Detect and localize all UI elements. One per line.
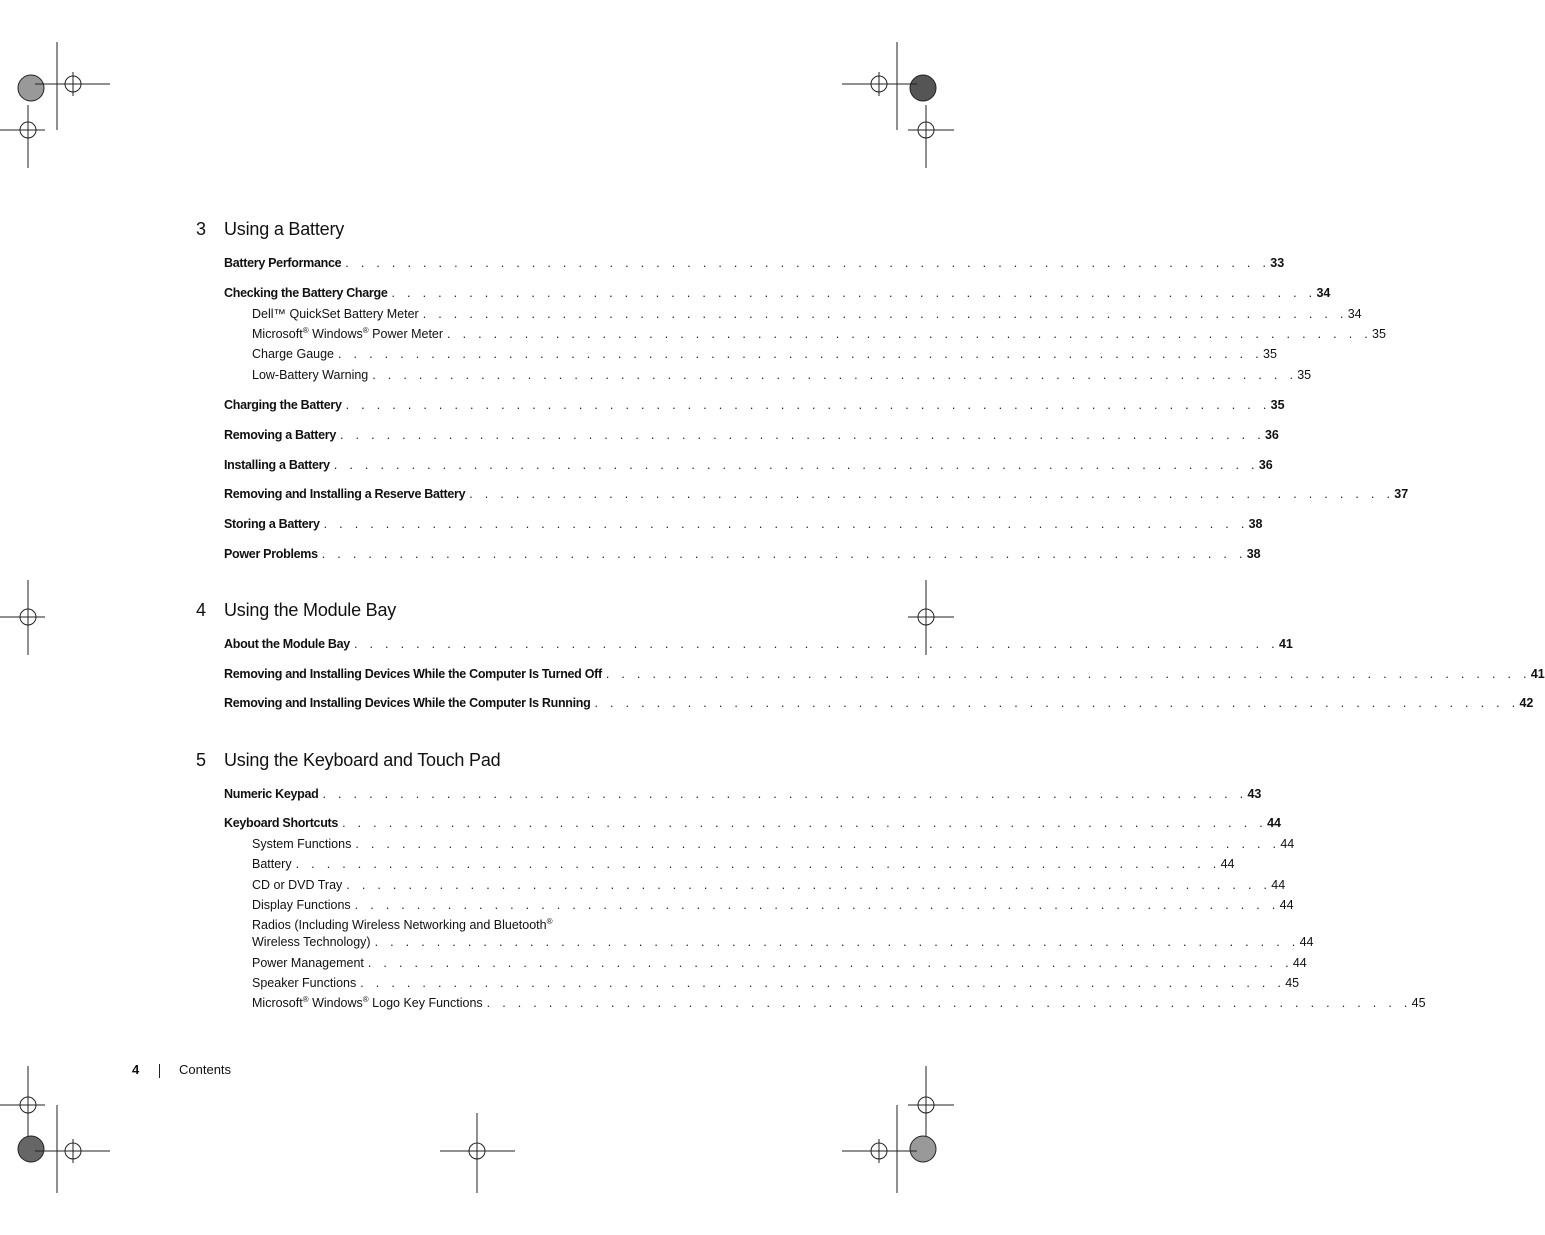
toc-entry-page: 33 [1270,256,1285,270]
toc-entry-label: Removing and Installing Devices While the Computer Is Running [224,696,591,710]
toc-entry-page: 41 [1530,667,1545,681]
toc-entry-label: Keyboard Shortcuts [224,816,339,830]
toc-entry-page: 44 [1279,898,1294,912]
toc-entry-label: Battery Performance [224,256,342,270]
toc-entry[interactable] [224,457,1273,473]
toc-entry-label: Low-Battery Warning [252,368,369,382]
toc-subentry[interactable] [252,367,1312,383]
dot-leader: . . . . . . . . . . . . . . . . . . . . . . . . . . . . . . . . . . . . . . . . . . . . . . . . . . . . . . . . . . . . [346,878,1272,892]
toc-subentry[interactable] [252,326,1386,342]
dot-leader: . . . . . . . . . . . . . . . . . . . . . . . . . . . . . . . . . . . . . . . . . . . . . . . . . . . . . . . . . . . . [422,307,1348,321]
toc-entry-label: Wireless Technology) [252,935,371,949]
toc-subentry[interactable] [252,975,1300,991]
dot-leader: . . . . . . . . . . . . . . . . . . . . . . . . . . . . . . . . . . . . . . . . . . . . . . . . . . . . . . . . . . . . [374,935,1300,949]
toc-entry-label: Removing and Installing a Reserve Battery [224,487,466,501]
toc-entry-page: 45 [1411,996,1426,1010]
dot-leader: . . . . . . . . . . . . . . . . . . . . . . . . . . . . . . . . . . . . . . . . . . . . . . . . . . . . . . . . . . . . [605,667,1531,681]
dot-leader: . . . . . . . . . . . . . . . . . . . . . . . . . . . . . . . . . . . . . . . . . . . . . . . . . . . . . . . . . . . . [360,976,1286,990]
toc-entry-page: 35 [1270,398,1285,412]
toc-entry-page: 42 [1519,696,1534,710]
chapter-title: Using a Battery [224,219,345,239]
chapter-title: Using the Keyboard and Touch Pad [224,750,501,770]
toc-entry[interactable] [224,255,1285,271]
toc-entry-page: 44 [1267,816,1281,830]
toc-entry-label: Storing a Battery [224,517,320,531]
toc-entry-page: 38 [1246,547,1261,561]
dot-leader: . . . . . . . . . . . . . . . . . . . . . . . . . . . . . . . . . . . . . . . . . . . . . . . . . . . . . . . . . . . . [345,398,1271,412]
toc-entry-page: 38 [1248,517,1263,531]
chapter-number: 5 [196,750,206,770]
dot-leader: . . . . . . . . . . . . . . . . . . . . . . . . . . . . . . . . . . . . . . . . . . . . . . . . . . . . . . . . . . . . [391,286,1317,300]
toc-entry-page: 37 [1394,487,1409,501]
toc-entry-page: 35 [1297,368,1312,382]
toc-entry-page: 34 [1347,307,1362,321]
toc-entry-page: 36 [1258,458,1273,472]
toc-entry-page: 36 [1264,428,1279,442]
toc-subentry[interactable] [252,856,1235,872]
toc-entry-page: 45 [1285,976,1300,990]
toc-entry-page: 44 [1271,878,1286,892]
toc-entry-label: Battery [252,857,292,871]
dot-leader: . . . . . . . . . . . . . . . . . . . . . . . . . . . . . . . . . . . . . . . . . . . . . . . . . . . . . . . . . . . . [342,816,1268,830]
toc-entry-label: Numeric Keypad [224,787,319,801]
toc-subentry[interactable] [252,306,1362,322]
dot-leader: . . . . . . . . . . . . . . . . . . . . . . . . . . . . . . . . . . . . . . . . . . . . . . . . . . . . . . . . . . . . [333,458,1259,472]
dot-leader: . . . . . . . . . . . . . . . . . . . . . . . . . . . . . . . . . . . . . . . . . . . . . . . . . . . . . . . . . . . . [323,517,1249,531]
toc-subentry[interactable] [252,934,1314,950]
dot-leader: . . . . . . . . . . . . . . . . . . . . . . . . . . . . . . . . . . . . . . . . . . . . . . . . . . . . . . . . . . . . [469,487,1395,501]
chapter-number: 4 [196,600,206,620]
toc-entry-label: Power Problems [224,547,318,561]
toc-entry[interactable] [224,695,1534,711]
dot-leader: . . . . . . . . . . . . . . . . . . . . . . . . . . . . . . . . . . . . . . . . . . . . . . . . . . . . . . . . . . . . [354,898,1280,912]
toc-subentry[interactable] [252,897,1294,913]
toc-entry-label: About the Module Bay [224,637,350,651]
dot-leader: . . . . . . . . . . . . . . . . . . . . . . . . . . . . . . . . . . . . . . . . . . . . . . . . . . . . . . . . . . . . [345,256,1271,270]
dot-leader: . . . . . . . . . . . . . . . . . . . . . . . . . . . . . . . . . . . . . . . . . . . . . . . . . . . . . . . . . . . . [355,837,1281,851]
toc-entry-label: System Functions [252,837,352,851]
toc-entry-label: Checking the Battery Charge [224,286,388,300]
chapter-title: Using the Module Bay [224,600,397,620]
toc-entry-page: 35 [1372,327,1386,341]
toc-entry-page: 34 [1316,286,1331,300]
footer-section-label: Contents [179,1062,232,1077]
footer-divider [159,1064,160,1078]
toc-entry[interactable] [224,815,1281,831]
toc-entry-page: 44 [1220,857,1235,871]
toc-entry[interactable] [224,786,1262,802]
toc-entry[interactable] [224,636,1293,652]
toc-entry-page: 44 [1292,956,1307,970]
toc-entry-label: Display Functions [252,898,351,912]
toc-subentry[interactable] [252,995,1426,1011]
toc-entry[interactable] [224,427,1279,443]
dot-leader: . . . . . . . . . . . . . . . . . . . . . . . . . . . . . . . . . . . . . . . . . . . . . . . . . . . . . . . . . . . . [486,996,1412,1010]
toc-entry-label: Microsoft® Windows® Power Meter [252,326,444,341]
toc-entry-page: 44 [1280,837,1295,851]
dot-leader: . . . . . . . . . . . . . . . . . . . . . . . . . . . . . . . . . . . . . . . . . . . . . . . . . . . . . . . . . . . . [447,327,1373,341]
toc-entry[interactable] [224,516,1263,532]
toc-entry-label: CD or DVD Tray [252,878,343,892]
dot-leader: . . . . . . . . . . . . . . . . . . . . . . . . . . . . . . . . . . . . . . . . . . . . . . . . . . . . . . . . . . . . [321,547,1247,561]
chapter-heading [196,600,396,621]
toc-entry-label: Removing and Installing Devices While the Computer Is Turned Off [224,667,602,681]
dot-leader: . . . . . . . . . . . . . . . . . . . . . . . . . . . . . . . . . . . . . . . . . . . . . . . . . . . . . . . . . . . . [372,368,1298,382]
chapter-heading [196,219,344,240]
dot-leader: . . . . . . . . . . . . . . . . . . . . . . . . . . . . . . . . . . . . . . . . . . . . . . . . . . . . . . . . . . . . [367,956,1293,970]
toc-entry-label: Charge Gauge [252,347,335,361]
dot-leader: . . . . . . . . . . . . . . . . . . . . . . . . . . . . . . . . . . . . . . . . . . . . . . . . . . . . . . . . . . . . [594,696,1520,710]
dot-leader: . . . . . . . . . . . . . . . . . . . . . . . . . . . . . . . . . . . . . . . . . . . . . . . . . . . . . . . . . . . . [322,787,1248,801]
toc-subentry[interactable] [252,346,1277,362]
toc-entry-label: Power Management [252,956,364,970]
toc-entry-page: 43 [1247,787,1262,801]
toc-entry-page: 44 [1299,935,1314,949]
toc-entry[interactable] [224,666,1545,682]
chapter-number: 3 [196,219,206,239]
toc-entry[interactable] [224,285,1331,301]
toc-entry-label: Dell™ QuickSet Battery Meter [252,307,419,321]
chapter-heading [196,750,500,771]
toc-entry[interactable] [224,397,1285,413]
toc-subentry-label-line1: Radios (Including Wireless Networking and Bluetooth® [252,917,553,932]
toc-entry-label: Charging the Battery [224,398,342,412]
toc-entry-label: Installing a Battery [224,458,330,472]
toc-entry[interactable] [224,486,1409,502]
toc-subentry[interactable] [252,836,1295,852]
toc-entry-page: 35 [1263,347,1277,361]
toc-subentry[interactable] [252,877,1286,893]
footer-page-number: 4 [132,1062,140,1077]
toc-entry-page: 41 [1278,637,1293,651]
dot-leader: . . . . . . . . . . . . . . . . . . . . . . . . . . . . . . . . . . . . . . . . . . . . . . . . . . . . . . . . . . . . [338,347,1263,361]
toc-entry-label: Microsoft® Windows® Logo Key Functions [252,995,483,1010]
dot-leader: . . . . . . . . . . . . . . . . . . . . . . . . . . . . . . . . . . . . . . . . . . . . . . . . . . . . . . . . . . . . [340,428,1265,442]
dot-leader: . . . . . . . . . . . . . . . . . . . . . . . . . . . . . . . . . . . . . . . . . . . . . . . . . . . . . . . . . . . . [295,857,1221,871]
toc-subentry[interactable] [252,955,1307,971]
dot-leader: . . . . . . . . . . . . . . . . . . . . . . . . . . . . . . . . . . . . . . . . . . . . . . . . . . . . . . . . . . . . [353,637,1279,651]
toc-entry-label: Removing a Battery [224,428,336,442]
toc-entry-label: Speaker Functions [252,976,357,990]
toc-entry[interactable] [224,546,1261,562]
